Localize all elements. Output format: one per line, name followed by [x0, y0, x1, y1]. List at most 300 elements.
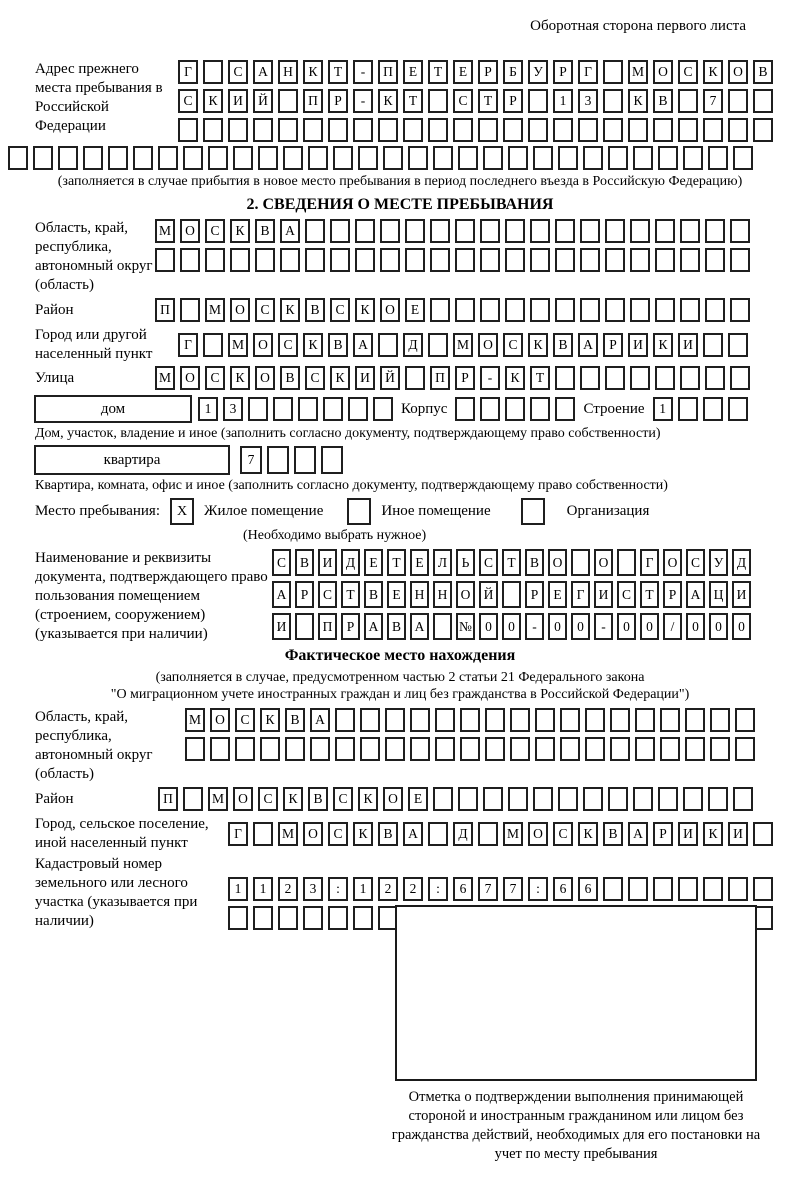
char-cell[interactable] — [433, 613, 452, 640]
char-cell[interactable]: И — [272, 613, 291, 640]
char-cell[interactable] — [528, 118, 548, 142]
char-cell[interactable]: Ь — [456, 549, 475, 576]
char-cell[interactable] — [180, 248, 200, 272]
char-cell[interactable]: С — [678, 60, 698, 84]
char-cell[interactable]: И — [678, 333, 698, 357]
char-cell[interactable] — [735, 708, 755, 732]
char-cell[interactable]: Е — [387, 581, 406, 608]
char-cell[interactable] — [730, 219, 750, 243]
char-cell[interactable]: - — [525, 613, 544, 640]
char-cell[interactable]: А — [578, 333, 598, 357]
char-cell[interactable]: К — [378, 89, 398, 113]
char-cell[interactable] — [505, 248, 525, 272]
char-cell[interactable] — [528, 89, 548, 113]
char-cell[interactable] — [508, 146, 528, 170]
char-cell[interactable] — [502, 581, 521, 608]
char-cell[interactable]: Г — [640, 549, 659, 576]
char-cell[interactable]: О — [180, 366, 200, 390]
char-cell[interactable] — [455, 219, 475, 243]
char-cell[interactable]: О — [210, 708, 230, 732]
char-cell[interactable] — [273, 397, 293, 421]
char-cell[interactable] — [480, 219, 500, 243]
char-cell[interactable] — [555, 219, 575, 243]
char-cell[interactable]: И — [728, 822, 748, 846]
char-cell[interactable] — [433, 146, 453, 170]
char-cell[interactable] — [203, 60, 223, 84]
char-cell[interactable]: М — [155, 219, 175, 243]
char-cell[interactable] — [373, 397, 393, 421]
char-cell[interactable] — [430, 219, 450, 243]
char-cell[interactable]: Д — [403, 333, 423, 357]
char-cell[interactable]: А — [403, 822, 423, 846]
char-cell[interactable]: Р — [653, 822, 673, 846]
char-cell[interactable] — [535, 737, 555, 761]
char-cell[interactable] — [603, 60, 623, 84]
char-cell[interactable] — [410, 708, 430, 732]
char-cell[interactable]: 0 — [548, 613, 567, 640]
char-cell[interactable]: 0 — [617, 613, 636, 640]
char-cell[interactable] — [267, 446, 289, 474]
char-cell[interactable]: Д — [732, 549, 751, 576]
char-cell[interactable]: 1 — [198, 397, 218, 421]
char-cell[interactable] — [630, 366, 650, 390]
char-cell[interactable] — [335, 708, 355, 732]
char-cell[interactable] — [753, 877, 773, 901]
char-cell[interactable] — [58, 146, 78, 170]
char-cell[interactable]: : — [428, 877, 448, 901]
char-cell[interactable] — [305, 219, 325, 243]
char-cell[interactable] — [530, 219, 550, 243]
char-cell[interactable]: М — [453, 333, 473, 357]
char-cell[interactable]: С — [453, 89, 473, 113]
char-cell[interactable]: О — [456, 581, 475, 608]
char-cell[interactable] — [605, 366, 625, 390]
char-cell[interactable]: С — [255, 298, 275, 322]
char-cell[interactable] — [428, 89, 448, 113]
char-cell[interactable]: С — [328, 822, 348, 846]
char-cell[interactable]: И — [318, 549, 337, 576]
char-cell[interactable] — [405, 248, 425, 272]
char-cell[interactable]: 0 — [709, 613, 728, 640]
char-cell[interactable] — [380, 248, 400, 272]
char-cell[interactable] — [405, 219, 425, 243]
char-cell[interactable]: А — [280, 219, 300, 243]
char-cell[interactable]: Р — [525, 581, 544, 608]
char-cell[interactable]: М — [155, 366, 175, 390]
char-cell[interactable] — [310, 737, 330, 761]
char-cell[interactable] — [530, 248, 550, 272]
char-cell[interactable]: К — [358, 787, 378, 811]
char-cell[interactable] — [503, 118, 523, 142]
char-cell[interactable] — [405, 366, 425, 390]
char-cell[interactable]: А — [353, 333, 373, 357]
char-cell[interactable] — [505, 219, 525, 243]
char-cell[interactable]: В — [305, 298, 325, 322]
char-cell[interactable] — [580, 248, 600, 272]
char-cell[interactable] — [248, 397, 268, 421]
char-cell[interactable]: Л — [433, 549, 452, 576]
char-cell[interactable] — [580, 219, 600, 243]
char-cell[interactable]: - — [594, 613, 613, 640]
char-cell[interactable] — [680, 298, 700, 322]
char-cell[interactable]: Н — [433, 581, 452, 608]
char-cell[interactable] — [360, 708, 380, 732]
char-cell[interactable]: : — [328, 877, 348, 901]
char-cell[interactable] — [428, 333, 448, 357]
char-cell[interactable] — [617, 549, 636, 576]
char-cell[interactable]: С — [305, 366, 325, 390]
char-cell[interactable]: В — [255, 219, 275, 243]
char-cell[interactable]: С — [178, 89, 198, 113]
char-cell[interactable]: В — [364, 581, 383, 608]
char-cell[interactable]: 7 — [703, 89, 723, 113]
char-cell[interactable] — [430, 298, 450, 322]
char-cell[interactable]: В — [753, 60, 773, 84]
char-cell[interactable] — [203, 333, 223, 357]
char-cell[interactable]: О — [180, 219, 200, 243]
char-cell[interactable]: В — [295, 549, 314, 576]
char-cell[interactable]: 3 — [578, 89, 598, 113]
char-cell[interactable]: Р — [328, 89, 348, 113]
char-cell[interactable] — [253, 822, 273, 846]
char-cell[interactable] — [705, 219, 725, 243]
char-cell[interactable]: 7 — [240, 446, 262, 474]
char-cell[interactable] — [303, 906, 323, 930]
char-cell[interactable]: С — [205, 219, 225, 243]
char-cell[interactable]: К — [303, 333, 323, 357]
char-cell[interactable] — [605, 248, 625, 272]
char-cell[interactable]: К — [280, 298, 300, 322]
char-cell[interactable] — [460, 708, 480, 732]
char-cell[interactable]: А — [310, 708, 330, 732]
char-cell[interactable] — [360, 737, 380, 761]
char-cell[interactable] — [180, 298, 200, 322]
char-cell[interactable] — [433, 787, 453, 811]
char-cell[interactable]: О — [303, 822, 323, 846]
char-cell[interactable] — [583, 787, 603, 811]
char-cell[interactable] — [603, 89, 623, 113]
char-cell[interactable] — [203, 118, 223, 142]
char-cell[interactable] — [183, 787, 203, 811]
char-cell[interactable]: Р — [341, 613, 360, 640]
char-cell[interactable]: - — [353, 60, 373, 84]
char-cell[interactable]: Т — [328, 60, 348, 84]
char-cell[interactable] — [235, 737, 255, 761]
char-cell[interactable] — [408, 146, 428, 170]
char-cell[interactable]: Н — [278, 60, 298, 84]
char-cell[interactable] — [258, 146, 278, 170]
char-cell[interactable]: Р — [478, 60, 498, 84]
char-cell[interactable] — [480, 248, 500, 272]
char-cell[interactable] — [253, 118, 273, 142]
char-cell[interactable]: А — [272, 581, 291, 608]
char-cell[interactable] — [455, 397, 475, 421]
char-cell[interactable]: Г — [228, 822, 248, 846]
char-cell[interactable]: Р — [603, 333, 623, 357]
char-cell[interactable]: И — [732, 581, 751, 608]
char-cell[interactable] — [655, 248, 675, 272]
char-cell[interactable]: Т — [428, 60, 448, 84]
char-cell[interactable]: Г — [571, 581, 590, 608]
char-cell[interactable]: П — [318, 613, 337, 640]
char-cell[interactable] — [205, 248, 225, 272]
char-cell[interactable]: 7 — [478, 877, 498, 901]
char-cell[interactable] — [295, 613, 314, 640]
char-cell[interactable]: О — [594, 549, 613, 576]
char-cell[interactable]: О — [478, 333, 498, 357]
char-cell[interactable]: Д — [341, 549, 360, 576]
char-cell[interactable] — [580, 366, 600, 390]
char-cell[interactable]: Р — [553, 60, 573, 84]
char-cell[interactable]: В — [308, 787, 328, 811]
char-cell[interactable] — [155, 248, 175, 272]
char-cell[interactable] — [458, 787, 478, 811]
char-cell[interactable] — [708, 146, 728, 170]
char-cell[interactable] — [585, 708, 605, 732]
char-cell[interactable]: П — [378, 60, 398, 84]
char-cell[interactable]: И — [355, 366, 375, 390]
char-cell[interactable]: О — [230, 298, 250, 322]
char-cell[interactable]: К — [283, 787, 303, 811]
char-cell[interactable]: Г — [578, 60, 598, 84]
char-cell[interactable]: К — [528, 333, 548, 357]
char-cell[interactable] — [571, 549, 590, 576]
char-cell[interactable] — [358, 146, 378, 170]
char-cell[interactable] — [703, 397, 723, 421]
char-cell[interactable]: В — [387, 613, 406, 640]
char-cell[interactable] — [353, 906, 373, 930]
checkbox-organization[interactable] — [521, 498, 545, 525]
char-cell[interactable] — [730, 298, 750, 322]
char-cell[interactable]: Е — [403, 60, 423, 84]
char-cell[interactable] — [383, 146, 403, 170]
char-cell[interactable] — [285, 737, 305, 761]
char-cell[interactable] — [260, 737, 280, 761]
char-cell[interactable]: Т — [403, 89, 423, 113]
char-cell[interactable] — [533, 787, 553, 811]
char-cell[interactable] — [630, 298, 650, 322]
char-cell[interactable] — [703, 877, 723, 901]
char-cell[interactable] — [430, 248, 450, 272]
char-cell[interactable] — [355, 248, 375, 272]
char-cell[interactable]: 2 — [278, 877, 298, 901]
char-cell[interactable] — [685, 708, 705, 732]
char-cell[interactable] — [353, 118, 373, 142]
char-cell[interactable] — [585, 737, 605, 761]
char-cell[interactable] — [385, 708, 405, 732]
char-cell[interactable]: А — [628, 822, 648, 846]
char-cell[interactable] — [278, 118, 298, 142]
char-cell[interactable] — [428, 822, 448, 846]
char-cell[interactable] — [630, 219, 650, 243]
char-cell[interactable] — [753, 822, 773, 846]
char-cell[interactable]: О — [663, 549, 682, 576]
char-cell[interactable] — [348, 397, 368, 421]
char-cell[interactable]: С — [479, 549, 498, 576]
char-cell[interactable] — [735, 737, 755, 761]
char-cell[interactable]: В — [525, 549, 544, 576]
char-cell[interactable]: В — [378, 822, 398, 846]
char-cell[interactable]: 0 — [479, 613, 498, 640]
char-cell[interactable] — [428, 118, 448, 142]
char-cell[interactable] — [708, 787, 728, 811]
char-cell[interactable] — [730, 248, 750, 272]
char-cell[interactable]: 0 — [732, 613, 751, 640]
char-cell[interactable]: И — [678, 822, 698, 846]
char-cell[interactable]: Т — [341, 581, 360, 608]
char-cell[interactable]: Т — [478, 89, 498, 113]
char-cell[interactable] — [378, 333, 398, 357]
char-cell[interactable] — [705, 366, 725, 390]
char-cell[interactable] — [403, 118, 423, 142]
char-cell[interactable] — [753, 118, 773, 142]
char-cell[interactable]: Й — [253, 89, 273, 113]
char-cell[interactable] — [455, 248, 475, 272]
char-cell[interactable] — [133, 146, 153, 170]
char-cell[interactable]: К — [330, 366, 350, 390]
char-cell[interactable] — [658, 146, 678, 170]
char-cell[interactable] — [683, 787, 703, 811]
char-cell[interactable]: 2 — [403, 877, 423, 901]
char-cell[interactable]: 2 — [378, 877, 398, 901]
char-cell[interactable]: С — [553, 822, 573, 846]
char-cell[interactable] — [321, 446, 343, 474]
char-cell[interactable] — [653, 877, 673, 901]
checkbox-residential[interactable]: X — [170, 498, 194, 525]
char-cell[interactable] — [385, 737, 405, 761]
char-cell[interactable] — [678, 89, 698, 113]
char-cell[interactable] — [530, 298, 550, 322]
char-cell[interactable]: О — [383, 787, 403, 811]
char-cell[interactable] — [605, 298, 625, 322]
char-cell[interactable]: О — [253, 333, 273, 357]
char-cell[interactable] — [305, 248, 325, 272]
char-cell[interactable] — [580, 298, 600, 322]
char-cell[interactable] — [630, 248, 650, 272]
char-cell[interactable]: К — [230, 219, 250, 243]
char-cell[interactable]: Р — [663, 581, 682, 608]
char-cell[interactable] — [505, 397, 525, 421]
char-cell[interactable] — [330, 219, 350, 243]
char-cell[interactable] — [508, 787, 528, 811]
char-cell[interactable]: О — [653, 60, 673, 84]
char-cell[interactable] — [303, 118, 323, 142]
char-cell[interactable] — [685, 737, 705, 761]
char-cell[interactable]: К — [230, 366, 250, 390]
char-cell[interactable]: Н — [410, 581, 429, 608]
char-cell[interactable] — [610, 708, 630, 732]
char-cell[interactable] — [33, 146, 53, 170]
char-cell[interactable]: Р — [455, 366, 475, 390]
char-cell[interactable] — [228, 118, 248, 142]
char-cell[interactable] — [555, 248, 575, 272]
char-cell[interactable] — [678, 397, 698, 421]
char-cell[interactable] — [678, 118, 698, 142]
char-cell[interactable] — [710, 708, 730, 732]
char-cell[interactable]: И — [594, 581, 613, 608]
char-cell[interactable]: С — [258, 787, 278, 811]
char-cell[interactable]: 3 — [223, 397, 243, 421]
char-cell[interactable] — [255, 248, 275, 272]
char-cell[interactable] — [435, 737, 455, 761]
char-cell[interactable] — [233, 146, 253, 170]
char-cell[interactable] — [478, 118, 498, 142]
char-cell[interactable] — [728, 333, 748, 357]
char-cell[interactable] — [228, 906, 248, 930]
char-cell[interactable]: Е — [408, 787, 428, 811]
char-cell[interactable] — [158, 146, 178, 170]
char-cell[interactable]: Т — [530, 366, 550, 390]
char-cell[interactable] — [733, 787, 753, 811]
char-cell[interactable] — [555, 298, 575, 322]
char-cell[interactable]: К — [203, 89, 223, 113]
char-cell[interactable]: № — [456, 613, 475, 640]
char-cell[interactable] — [460, 737, 480, 761]
char-cell[interactable]: В — [280, 366, 300, 390]
char-cell[interactable]: С — [503, 333, 523, 357]
char-cell[interactable]: Е — [364, 549, 383, 576]
char-cell[interactable]: М — [208, 787, 228, 811]
char-cell[interactable] — [628, 877, 648, 901]
char-cell[interactable] — [560, 737, 580, 761]
char-cell[interactable] — [483, 146, 503, 170]
char-cell[interactable]: 6 — [553, 877, 573, 901]
char-cell[interactable]: 6 — [578, 877, 598, 901]
char-cell[interactable]: Е — [410, 549, 429, 576]
char-cell[interactable]: Т — [640, 581, 659, 608]
char-cell[interactable] — [728, 118, 748, 142]
char-cell[interactable]: Т — [387, 549, 406, 576]
char-cell[interactable] — [183, 146, 203, 170]
char-cell[interactable] — [505, 298, 525, 322]
char-cell[interactable]: П — [158, 787, 178, 811]
char-cell[interactable]: С — [272, 549, 291, 576]
char-cell[interactable] — [633, 787, 653, 811]
char-cell[interactable] — [278, 89, 298, 113]
char-cell[interactable] — [610, 737, 630, 761]
char-cell[interactable]: С — [228, 60, 248, 84]
char-cell[interactable] — [658, 787, 678, 811]
char-cell[interactable]: У — [528, 60, 548, 84]
char-cell[interactable] — [178, 118, 198, 142]
char-cell[interactable]: 7 — [503, 877, 523, 901]
char-cell[interactable]: С — [686, 549, 705, 576]
char-cell[interactable] — [603, 118, 623, 142]
char-cell[interactable] — [455, 298, 475, 322]
char-cell[interactable]: А — [253, 60, 273, 84]
char-cell[interactable]: 1 — [553, 89, 573, 113]
char-cell[interactable] — [485, 708, 505, 732]
char-cell[interactable] — [555, 397, 575, 421]
char-cell[interactable] — [605, 219, 625, 243]
char-cell[interactable] — [628, 118, 648, 142]
char-cell[interactable] — [603, 877, 623, 901]
char-cell[interactable]: К — [505, 366, 525, 390]
char-cell[interactable]: П — [303, 89, 323, 113]
char-cell[interactable]: О — [255, 366, 275, 390]
char-cell[interactable] — [608, 146, 628, 170]
char-cell[interactable]: 0 — [686, 613, 705, 640]
char-cell[interactable] — [728, 89, 748, 113]
char-cell[interactable] — [253, 906, 273, 930]
char-cell[interactable]: Й — [479, 581, 498, 608]
char-cell[interactable]: 0 — [571, 613, 590, 640]
char-cell[interactable] — [635, 737, 655, 761]
char-cell[interactable]: К — [628, 89, 648, 113]
char-cell[interactable] — [435, 708, 455, 732]
char-cell[interactable]: К — [653, 333, 673, 357]
char-cell[interactable]: Е — [548, 581, 567, 608]
